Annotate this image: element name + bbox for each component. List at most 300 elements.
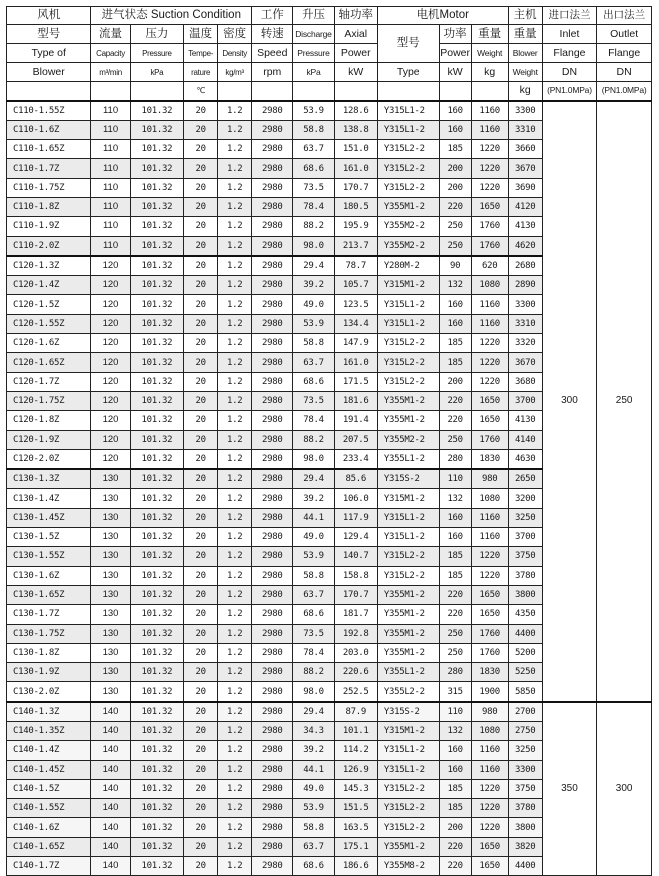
cell-model: C130-1.7Z <box>7 605 91 624</box>
header-work: 工作 <box>252 7 293 25</box>
table-row <box>7 101 652 121</box>
cell-density: 1.2 <box>218 256 252 276</box>
cell-density: 1.2 <box>218 236 252 256</box>
header-temp-unit: ℃ <box>184 82 218 101</box>
cell-main-weight: 3700 <box>508 528 542 547</box>
cell-discharge-pressure: 34.3 <box>293 722 334 741</box>
cell-motor-type: Y355M1-2 <box>377 197 439 216</box>
cell-main-weight: 3300 <box>508 101 542 121</box>
cell-motor-type: Y315L2-2 <box>377 372 439 391</box>
cell-main-weight: 3320 <box>508 334 542 353</box>
cell-discharge-pressure: 29.4 <box>293 469 334 489</box>
cell-density: 1.2 <box>218 372 252 391</box>
cell-motor-power: 250 <box>439 643 471 662</box>
cell-discharge-pressure: 73.5 <box>293 178 334 197</box>
cell-speed: 2980 <box>252 236 293 256</box>
header-temp-cn: 温度 <box>184 25 218 44</box>
cell-motor-power: 185 <box>439 353 471 372</box>
cell-motor-power: 220 <box>439 837 471 856</box>
cell-motor-power: 160 <box>439 295 471 314</box>
cell-flow: 130 <box>91 663 130 682</box>
cell-pressure: 101.32 <box>130 430 184 449</box>
cell-motor-weight: 1760 <box>471 430 508 449</box>
cell-motor-weight: 1900 <box>471 682 508 702</box>
cell-temperature: 20 <box>184 722 218 741</box>
header-speed-en: Speed <box>252 44 293 63</box>
cell-shaft-power: 220.6 <box>334 663 377 682</box>
cell-motor-weight: 1160 <box>471 508 508 527</box>
cell-model: C120-1.5Z <box>7 295 91 314</box>
cell-discharge-pressure: 39.2 <box>293 276 334 295</box>
cell-temperature: 20 <box>184 508 218 527</box>
cell-discharge-pressure: 98.0 <box>293 236 334 256</box>
cell-motor-weight: 1080 <box>471 722 508 741</box>
cell-pressure: 101.32 <box>130 741 184 760</box>
cell-density: 1.2 <box>218 120 252 139</box>
cell-discharge-pressure: 44.1 <box>293 760 334 779</box>
cell-shaft-power: 151.0 <box>334 140 377 159</box>
cell-temperature: 20 <box>184 837 218 856</box>
cell-shaft-power: 180.5 <box>334 197 377 216</box>
cell-flow: 110 <box>91 101 130 121</box>
cell-model: C120-1.7Z <box>7 372 91 391</box>
cell-flow: 110 <box>91 178 130 197</box>
cell-temperature: 20 <box>184 159 218 178</box>
cell-density: 1.2 <box>218 411 252 430</box>
cell-motor-power: 315 <box>439 682 471 702</box>
header-dn-2: DN <box>597 63 652 82</box>
cell-pressure: 101.32 <box>130 197 184 216</box>
cell-motor-weight: 1650 <box>471 837 508 856</box>
cell-motor-power: 185 <box>439 140 471 159</box>
cell-motor-type: Y315S-2 <box>377 702 439 722</box>
cell-density: 1.2 <box>218 334 252 353</box>
cell-main-weight: 3300 <box>508 760 542 779</box>
cell-temperature: 20 <box>184 276 218 295</box>
cell-motor-type: Y315L2-2 <box>377 140 439 159</box>
cell-density: 1.2 <box>218 101 252 121</box>
cell-speed: 2980 <box>252 818 293 837</box>
cell-motor-weight: 1160 <box>471 120 508 139</box>
spec-sheet <box>6 6 652 876</box>
cell-main-weight: 3250 <box>508 741 542 760</box>
header-flow-unit: m³/min <box>91 63 130 82</box>
cell-main-weight: 4400 <box>508 624 542 643</box>
cell-motor-type: Y355L1-2 <box>377 663 439 682</box>
cell-main-weight: 3670 <box>508 353 542 372</box>
cell-density: 1.2 <box>218 741 252 760</box>
cell-main-weight: 3800 <box>508 585 542 604</box>
cell-flow: 120 <box>91 391 130 410</box>
cell-temperature: 20 <box>184 140 218 159</box>
cell-flow: 130 <box>91 489 130 508</box>
cell-shaft-power: 87.9 <box>334 702 377 722</box>
cell-motor-type: Y315L1-2 <box>377 528 439 547</box>
cell-motor-type: Y315L2-2 <box>377 799 439 818</box>
cell-motor-power: 110 <box>439 702 471 722</box>
cell-main-weight: 3750 <box>508 779 542 798</box>
cell-flow: 130 <box>91 566 130 585</box>
cell-model: C110-1.9Z <box>7 217 91 236</box>
header-pn-2: (PN1.0MPa) <box>597 82 652 101</box>
cell-shaft-power: 85.6 <box>334 469 377 489</box>
cell-motor-weight: 1650 <box>471 857 508 876</box>
cell-speed: 2980 <box>252 256 293 276</box>
cell-pressure: 101.32 <box>130 624 184 643</box>
cell-motor-power: 220 <box>439 857 471 876</box>
cell-motor-weight: 1220 <box>471 372 508 391</box>
header-pressure-en-2: Pressure <box>293 44 334 63</box>
cell-pressure: 101.32 <box>130 663 184 682</box>
cell-speed: 2980 <box>252 178 293 197</box>
cell-shaft-power: 191.4 <box>334 411 377 430</box>
cell-shaft-power: 163.5 <box>334 818 377 837</box>
cell-speed: 2980 <box>252 391 293 410</box>
cell-model: C140-1.7Z <box>7 857 91 876</box>
table-header <box>7 7 652 101</box>
cell-motor-type: Y355M1-2 <box>377 643 439 662</box>
cell-model: C130-1.3Z <box>7 469 91 489</box>
cell-motor-type: Y355M1-2 <box>377 624 439 643</box>
cell-outlet-flange-dn: 250 <box>597 101 652 702</box>
cell-shaft-power: 213.7 <box>334 236 377 256</box>
cell-flow: 120 <box>91 372 130 391</box>
cell-model: C140-1.6Z <box>7 818 91 837</box>
cell-flow: 110 <box>91 197 130 216</box>
cell-shaft-power: 114.2 <box>334 741 377 760</box>
cell-flow: 140 <box>91 722 130 741</box>
cell-temperature: 20 <box>184 411 218 430</box>
cell-motor-weight: 1760 <box>471 643 508 662</box>
cell-flow: 120 <box>91 314 130 333</box>
cell-temperature: 20 <box>184 391 218 410</box>
cell-motor-power: 160 <box>439 101 471 121</box>
cell-discharge-pressure: 68.6 <box>293 857 334 876</box>
cell-discharge-pressure: 39.2 <box>293 489 334 508</box>
cell-shaft-power: 134.4 <box>334 314 377 333</box>
cell-model: C120-1.55Z <box>7 314 91 333</box>
cell-motor-type: Y355M1-2 <box>377 605 439 624</box>
cell-main-weight: 3310 <box>508 120 542 139</box>
cell-speed: 2980 <box>252 334 293 353</box>
cell-shaft-power: 161.0 <box>334 159 377 178</box>
cell-temperature: 20 <box>184 469 218 489</box>
cell-speed: 2980 <box>252 276 293 295</box>
cell-main-weight: 3690 <box>508 178 542 197</box>
cell-discharge-pressure: 68.6 <box>293 159 334 178</box>
cell-main-weight: 2650 <box>508 469 542 489</box>
cell-motor-type: Y280M-2 <box>377 256 439 276</box>
cell-inlet-flange-dn: 350 <box>542 702 597 876</box>
cell-temperature: 20 <box>184 236 218 256</box>
cell-motor-weight: 1220 <box>471 799 508 818</box>
cell-motor-type: Y315M1-2 <box>377 276 439 295</box>
cell-model: C130-1.75Z <box>7 624 91 643</box>
cell-density: 1.2 <box>218 857 252 876</box>
cell-motor-type: Y355M1-2 <box>377 837 439 856</box>
cell-density: 1.2 <box>218 391 252 410</box>
cell-temperature: 20 <box>184 547 218 566</box>
cell-motor-power: 220 <box>439 411 471 430</box>
cell-flow: 110 <box>91 159 130 178</box>
cell-main-weight: 3310 <box>508 314 542 333</box>
cell-density: 1.2 <box>218 818 252 837</box>
cell-discharge-pressure: 53.9 <box>293 101 334 121</box>
cell-discharge-pressure: 39.2 <box>293 741 334 760</box>
cell-motor-power: 200 <box>439 178 471 197</box>
cell-shaft-power: 195.9 <box>334 217 377 236</box>
cell-motor-power: 160 <box>439 508 471 527</box>
cell-speed: 2980 <box>252 449 293 469</box>
table-row <box>7 702 652 722</box>
cell-temperature: 20 <box>184 760 218 779</box>
header-boost: 升压 <box>293 7 334 25</box>
cell-discharge-pressure: 88.2 <box>293 430 334 449</box>
header-outlet-en: Outlet <box>597 25 652 44</box>
cell-speed: 2980 <box>252 353 293 372</box>
cell-density: 1.2 <box>218 663 252 682</box>
cell-density: 1.2 <box>218 469 252 489</box>
cell-motor-type: Y315L2-2 <box>377 178 439 197</box>
cell-motor-weight: 1080 <box>471 489 508 508</box>
cell-pressure: 101.32 <box>130 411 184 430</box>
cell-density: 1.2 <box>218 837 252 856</box>
header-kg-unit: kg <box>508 82 542 101</box>
header-main-unit: 主机 <box>508 7 542 25</box>
cell-shaft-power: 101.1 <box>334 722 377 741</box>
cell-motor-power: 200 <box>439 372 471 391</box>
cell-pressure: 101.32 <box>130 217 184 236</box>
cell-motor-weight: 1650 <box>471 197 508 216</box>
cell-motor-type: Y315L1-2 <box>377 295 439 314</box>
header-motor-kg-unit: kg <box>471 63 508 82</box>
cell-motor-weight: 1760 <box>471 236 508 256</box>
cell-temperature: 20 <box>184 566 218 585</box>
cell-main-weight: 4130 <box>508 217 542 236</box>
cell-motor-weight: 1220 <box>471 353 508 372</box>
cell-motor-weight: 980 <box>471 702 508 722</box>
cell-motor-power: 220 <box>439 197 471 216</box>
cell-shaft-power: 126.9 <box>334 760 377 779</box>
cell-motor-power: 250 <box>439 236 471 256</box>
cell-flow: 130 <box>91 585 130 604</box>
cell-pressure: 101.32 <box>130 566 184 585</box>
header-dn-1: DN <box>542 63 597 82</box>
cell-flow: 140 <box>91 779 130 798</box>
cell-motor-power: 160 <box>439 760 471 779</box>
cell-density: 1.2 <box>218 566 252 585</box>
cell-temperature: 20 <box>184 857 218 876</box>
cell-motor-type: Y315L2-2 <box>377 566 439 585</box>
cell-discharge-pressure: 49.0 <box>293 528 334 547</box>
cell-motor-power: 185 <box>439 779 471 798</box>
cell-flow: 120 <box>91 430 130 449</box>
cell-motor-power: 220 <box>439 391 471 410</box>
cell-motor-power: 185 <box>439 799 471 818</box>
cell-motor-type: Y315L2-2 <box>377 818 439 837</box>
header-pressure-en: Pressure <box>130 44 184 63</box>
cell-flow: 120 <box>91 353 130 372</box>
cell-speed: 2980 <box>252 547 293 566</box>
header-motor-type-cn: 型号 <box>377 25 439 63</box>
cell-motor-power: 250 <box>439 430 471 449</box>
cell-density: 1.2 <box>218 624 252 643</box>
cell-motor-weight: 1220 <box>471 334 508 353</box>
header-power-en: Power <box>334 44 377 63</box>
cell-density: 1.2 <box>218 276 252 295</box>
cell-shaft-power: 175.1 <box>334 837 377 856</box>
cell-flow: 140 <box>91 818 130 837</box>
cell-flow: 140 <box>91 799 130 818</box>
cell-temperature: 20 <box>184 449 218 469</box>
header-blank-density <box>218 82 252 101</box>
cell-discharge-pressure: 58.8 <box>293 120 334 139</box>
cell-temperature: 20 <box>184 585 218 604</box>
cell-model: C110-2.0Z <box>7 236 91 256</box>
cell-main-weight: 4350 <box>508 605 542 624</box>
cell-pressure: 101.32 <box>130 449 184 469</box>
cell-pressure: 101.32 <box>130 334 184 353</box>
cell-main-weight: 3200 <box>508 489 542 508</box>
cell-shaft-power: 147.9 <box>334 334 377 353</box>
cell-motor-power: 160 <box>439 120 471 139</box>
header-motor-weight-cn: 重量 <box>471 25 508 44</box>
cell-motor-weight: 1160 <box>471 295 508 314</box>
cell-pressure: 101.32 <box>130 159 184 178</box>
cell-discharge-pressure: 78.4 <box>293 197 334 216</box>
cell-motor-power: 132 <box>439 722 471 741</box>
cell-temperature: 20 <box>184 101 218 121</box>
cell-temperature: 20 <box>184 682 218 702</box>
header-motor-power-cn: 功率 <box>439 25 471 44</box>
cell-main-weight: 3750 <box>508 547 542 566</box>
cell-discharge-pressure: 78.4 <box>293 411 334 430</box>
cell-pressure: 101.32 <box>130 489 184 508</box>
cell-main-weight: 4400 <box>508 857 542 876</box>
cell-discharge-pressure: 53.9 <box>293 547 334 566</box>
cell-density: 1.2 <box>218 140 252 159</box>
cell-density: 1.2 <box>218 217 252 236</box>
cell-shaft-power: 192.8 <box>334 624 377 643</box>
cell-motor-type: Y355M8-2 <box>377 857 439 876</box>
cell-pressure: 101.32 <box>130 528 184 547</box>
cell-main-weight: 4140 <box>508 430 542 449</box>
cell-shaft-power: 105.7 <box>334 276 377 295</box>
cell-main-weight: 4620 <box>508 236 542 256</box>
cell-discharge-pressure: 73.5 <box>293 624 334 643</box>
header-blank-flow <box>91 82 130 101</box>
header-rpm-unit: rpm <box>252 63 293 82</box>
cell-motor-weight: 1830 <box>471 449 508 469</box>
cell-model: C120-1.8Z <box>7 411 91 430</box>
cell-motor-type: Y315L2-2 <box>377 779 439 798</box>
header-flange-en-2: Flange <box>597 44 652 63</box>
cell-speed: 2980 <box>252 837 293 856</box>
cell-shaft-power: 233.4 <box>334 449 377 469</box>
cell-discharge-pressure: 29.4 <box>293 256 334 276</box>
cell-temperature: 20 <box>184 178 218 197</box>
header-outlet-flange: 出口法兰 <box>597 7 652 25</box>
cell-discharge-pressure: 78.4 <box>293 643 334 662</box>
cell-motor-type: Y315L1-2 <box>377 760 439 779</box>
cell-main-weight: 3800 <box>508 818 542 837</box>
cell-temperature: 20 <box>184 295 218 314</box>
cell-model: C120-1.6Z <box>7 334 91 353</box>
cell-motor-type: Y315M1-2 <box>377 722 439 741</box>
cell-pressure: 101.32 <box>130 779 184 798</box>
cell-density: 1.2 <box>218 489 252 508</box>
cell-model: C130-1.45Z <box>7 508 91 527</box>
cell-motor-weight: 1160 <box>471 528 508 547</box>
cell-motor-weight: 1220 <box>471 566 508 585</box>
cell-temperature: 20 <box>184 430 218 449</box>
header-pressure-cn: 压力 <box>130 25 184 44</box>
cell-motor-type: Y315L2-2 <box>377 547 439 566</box>
cell-discharge-pressure: 63.7 <box>293 140 334 159</box>
cell-shaft-power: 145.3 <box>334 779 377 798</box>
cell-density: 1.2 <box>218 197 252 216</box>
cell-speed: 2980 <box>252 528 293 547</box>
cell-shaft-power: 158.8 <box>334 566 377 585</box>
cell-model: C110-1.6Z <box>7 120 91 139</box>
cell-flow: 130 <box>91 624 130 643</box>
cell-flow: 140 <box>91 760 130 779</box>
header-flow-cn: 流量 <box>91 25 130 44</box>
cell-temperature: 20 <box>184 624 218 643</box>
cell-pressure: 101.32 <box>130 276 184 295</box>
cell-discharge-pressure: 88.2 <box>293 663 334 682</box>
cell-discharge-pressure: 63.7 <box>293 837 334 856</box>
cell-model: C120-1.75Z <box>7 391 91 410</box>
cell-motor-weight: 620 <box>471 256 508 276</box>
cell-model: C110-1.75Z <box>7 178 91 197</box>
cell-model: C130-1.65Z <box>7 585 91 604</box>
cell-temperature: 20 <box>184 120 218 139</box>
cell-motor-weight: 1220 <box>471 140 508 159</box>
cell-main-weight: 5200 <box>508 643 542 662</box>
cell-density: 1.2 <box>218 779 252 798</box>
cell-density: 1.2 <box>218 722 252 741</box>
cell-shaft-power: 161.0 <box>334 353 377 372</box>
cell-motor-weight: 1650 <box>471 605 508 624</box>
cell-motor-power: 280 <box>439 663 471 682</box>
cell-pressure: 101.32 <box>130 585 184 604</box>
header-flange-en-1: Flange <box>542 44 597 63</box>
cell-model: C130-1.55Z <box>7 547 91 566</box>
cell-temperature: 20 <box>184 605 218 624</box>
cell-motor-type: Y355M1-2 <box>377 585 439 604</box>
cell-temperature: 20 <box>184 779 218 798</box>
cell-shaft-power: 128.6 <box>334 101 377 121</box>
cell-speed: 2980 <box>252 857 293 876</box>
cell-speed: 2980 <box>252 624 293 643</box>
cell-main-weight: 3300 <box>508 295 542 314</box>
cell-motor-power: 132 <box>439 276 471 295</box>
cell-motor-weight: 1080 <box>471 276 508 295</box>
cell-density: 1.2 <box>218 314 252 333</box>
header-discharge-en: Discharge <box>293 25 334 44</box>
cell-main-weight: 2750 <box>508 722 542 741</box>
cell-motor-power: 132 <box>439 489 471 508</box>
header-inlet-en: Inlet <box>542 25 597 44</box>
cell-flow: 110 <box>91 217 130 236</box>
cell-temperature: 20 <box>184 256 218 276</box>
cell-model: C130-1.4Z <box>7 489 91 508</box>
cell-flow: 140 <box>91 741 130 760</box>
cell-speed: 2980 <box>252 605 293 624</box>
cell-motor-weight: 1160 <box>471 314 508 333</box>
cell-motor-weight: 1760 <box>471 217 508 236</box>
